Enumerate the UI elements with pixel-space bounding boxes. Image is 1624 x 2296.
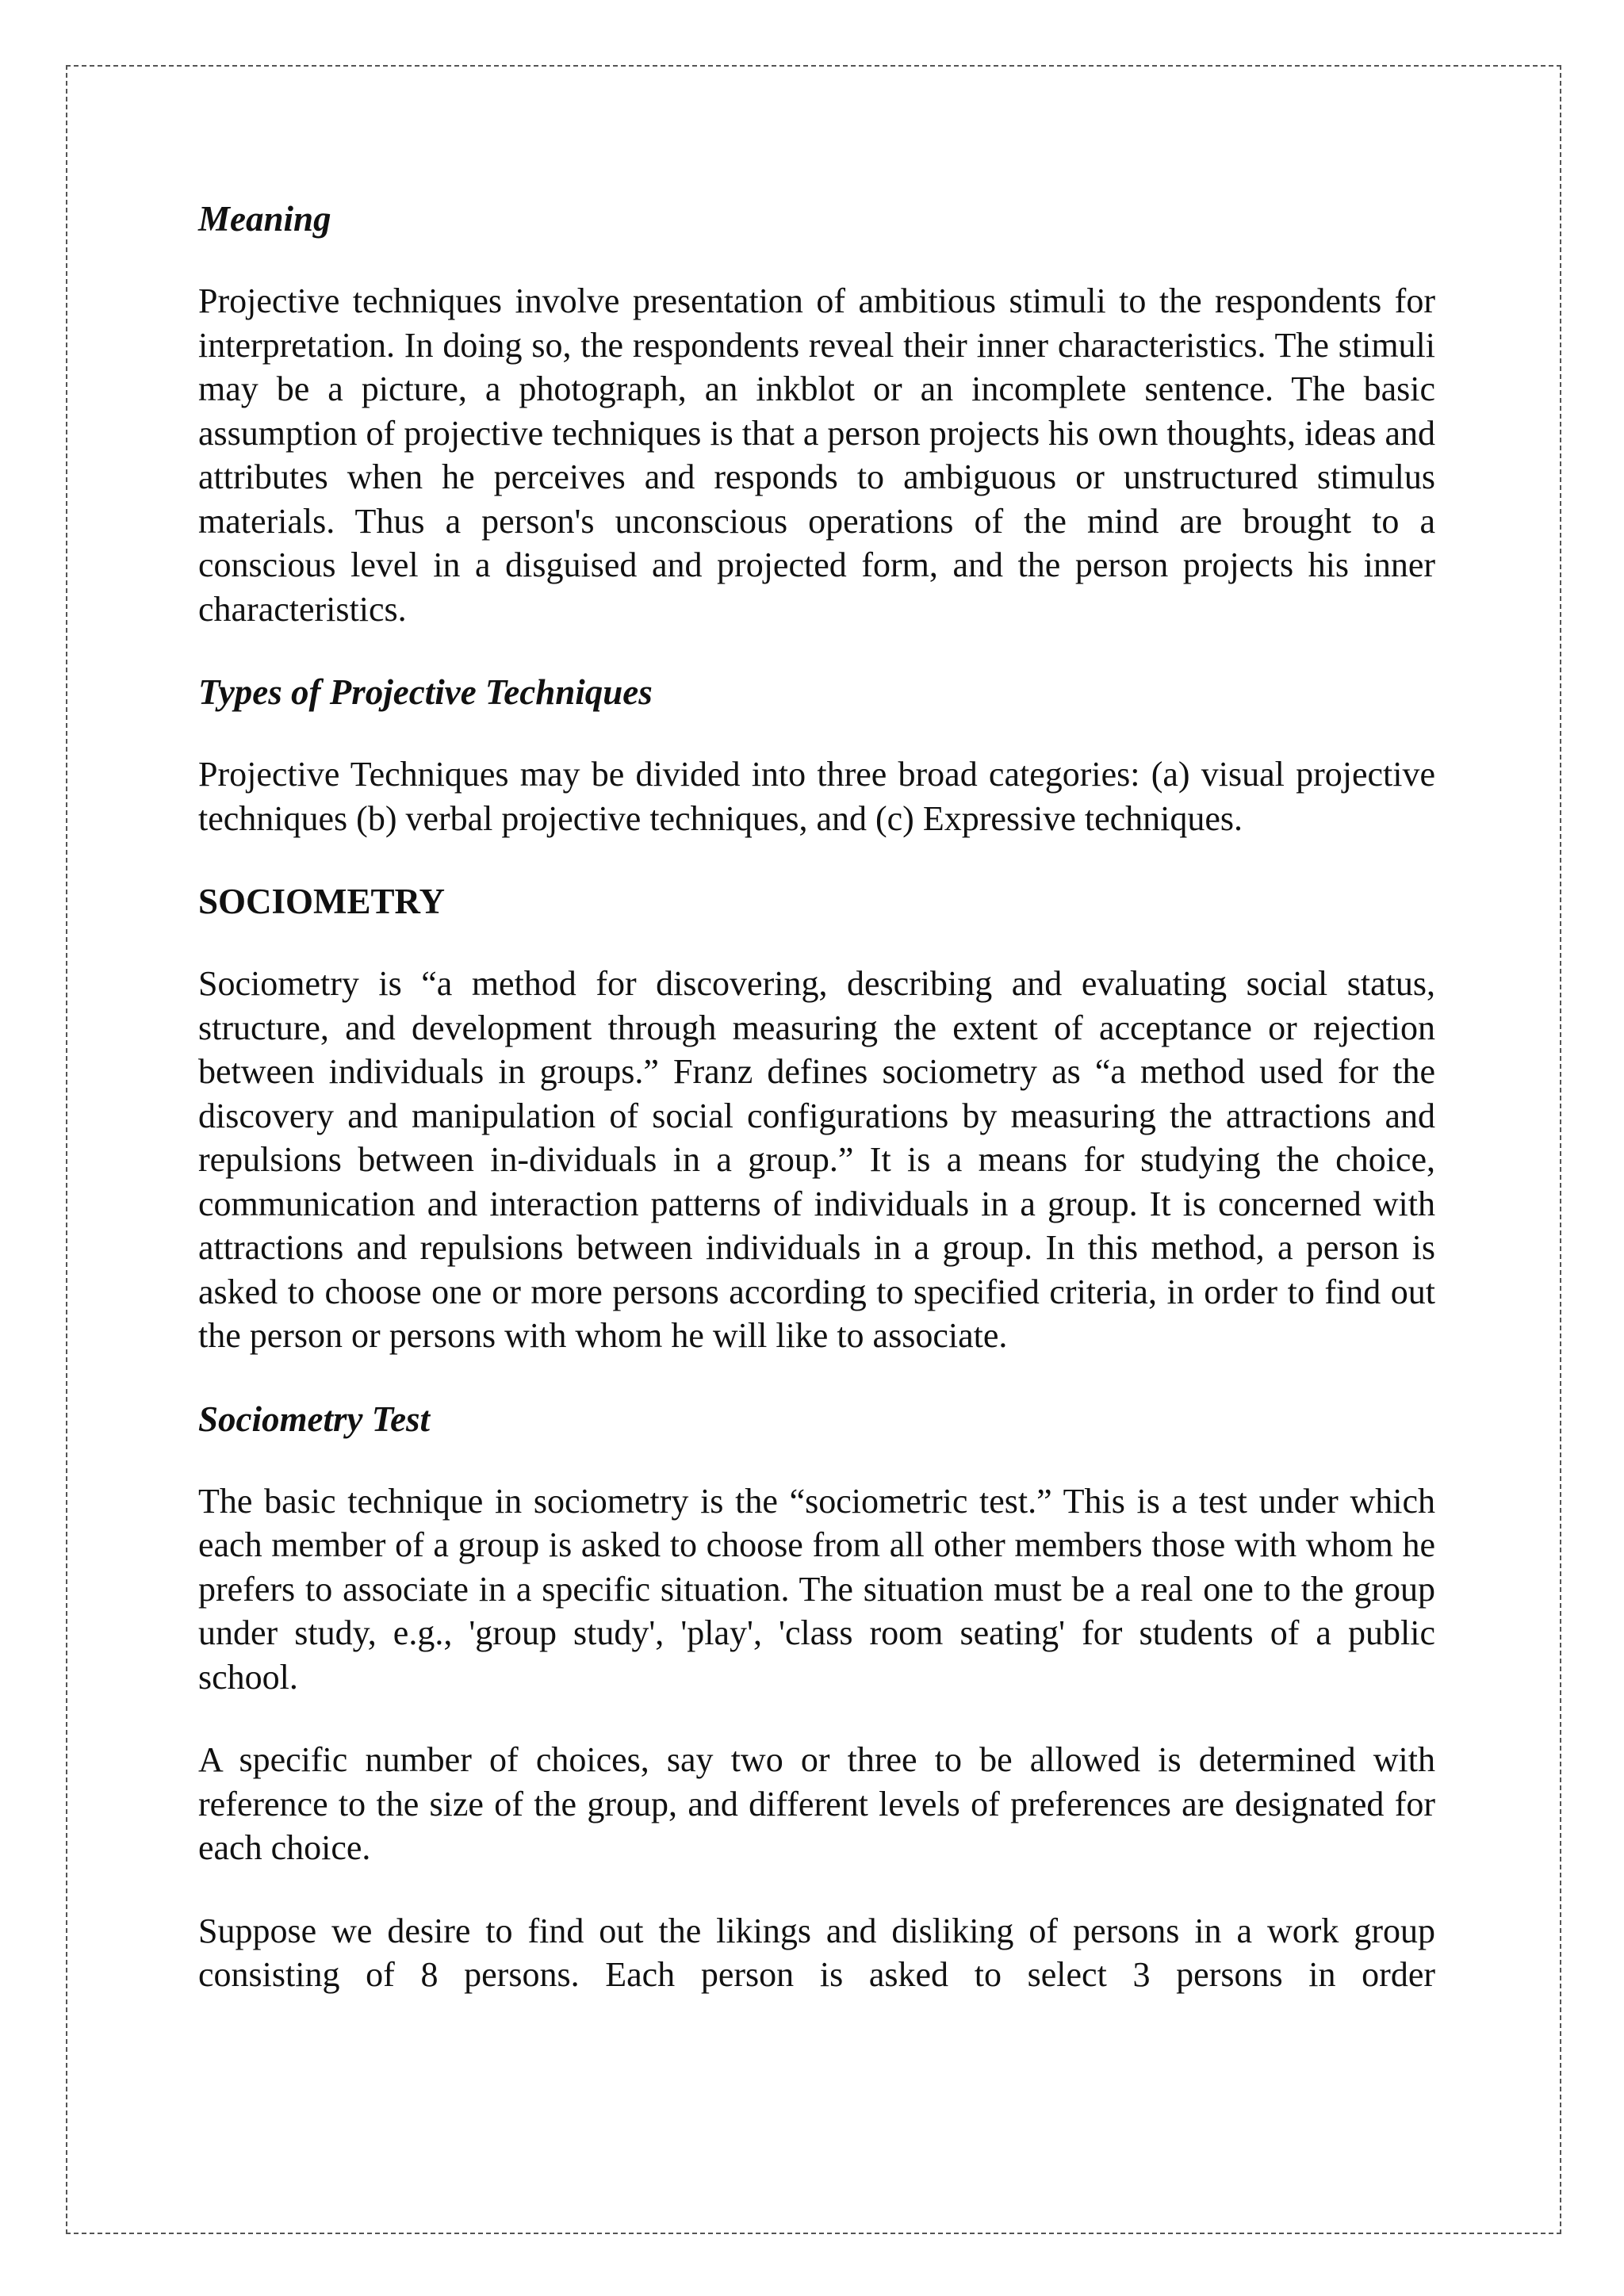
sociometry-test-paragraph-2: A specific number of choices, say two or three to be allowed is determined with reference to the size of the group, and different levels of preferences are designated for each choice. xyxy=(198,1740,1435,1867)
types-heading: Types of Projective Techniques xyxy=(198,672,653,712)
document-body xyxy=(198,197,1435,1997)
meaning-paragraph: Projective techniques involve presentation of ambitious stimuli to the respondents for interpretation. In doing so, the respondents reveal their inner characteristics. The stimuli may be a picture, a photograph, an inkblot or an incomplete sentence. The basic assumption of projective techniques is that a person projects his own thoughts, ideas and attributes when he perceives and responds to ambiguous or unstructured stimulus materials. Thus a person's unconscious operations of the mind are brought to a conscious level in a disguised and projected form, and the person projects his inner characteristics. xyxy=(198,281,1435,629)
sociometry-test-heading: Sociometry Test xyxy=(198,1399,431,1439)
sociometry-paragraph: Sociometry is “a method for discovering, describing and evaluating social status, structure, and development through measuring the extent of acceptance or rejection between individuals in groups.” Franz defines sociometry as “a method used for the discovery and manipulation of social configurations by measuring the attractions and repulsions between in-dividuals in a group.” It is a means for studying the choice, communication and interaction patterns of individuals in a group. It is concerned with attractions and repulsions between individuals in a group. In this method, a person is asked to choose one or more persons according to specified criteria, in order to find out the person or persons with whom he will like to associate. xyxy=(198,964,1435,1355)
sociometry-test-paragraph-1: The basic technique in sociometry is the “sociometric test.” This is a test under which each member of a group is asked to choose from all other members those with whom he prefers to associate in a specific situation. The situation must be a real one to the group under study, e.g., 'group study', 'play', 'class room seating' for students of a public school. xyxy=(198,1481,1435,1697)
sociometry-test-paragraph-3: Suppose we desire to find out the likings and disliking of persons in a work group consisting of 8 persons. Each person is asked to select 3 persons in order xyxy=(198,1911,1435,1994)
sociometry-heading: SOCIOMETRY xyxy=(198,882,445,921)
meaning-heading: Meaning xyxy=(198,199,331,239)
types-paragraph: Projective Techniques may be divided into three broad categories: (a) visual projective techniques (b) verbal projective techniques, and (c) Expressive techniques. xyxy=(198,755,1435,838)
